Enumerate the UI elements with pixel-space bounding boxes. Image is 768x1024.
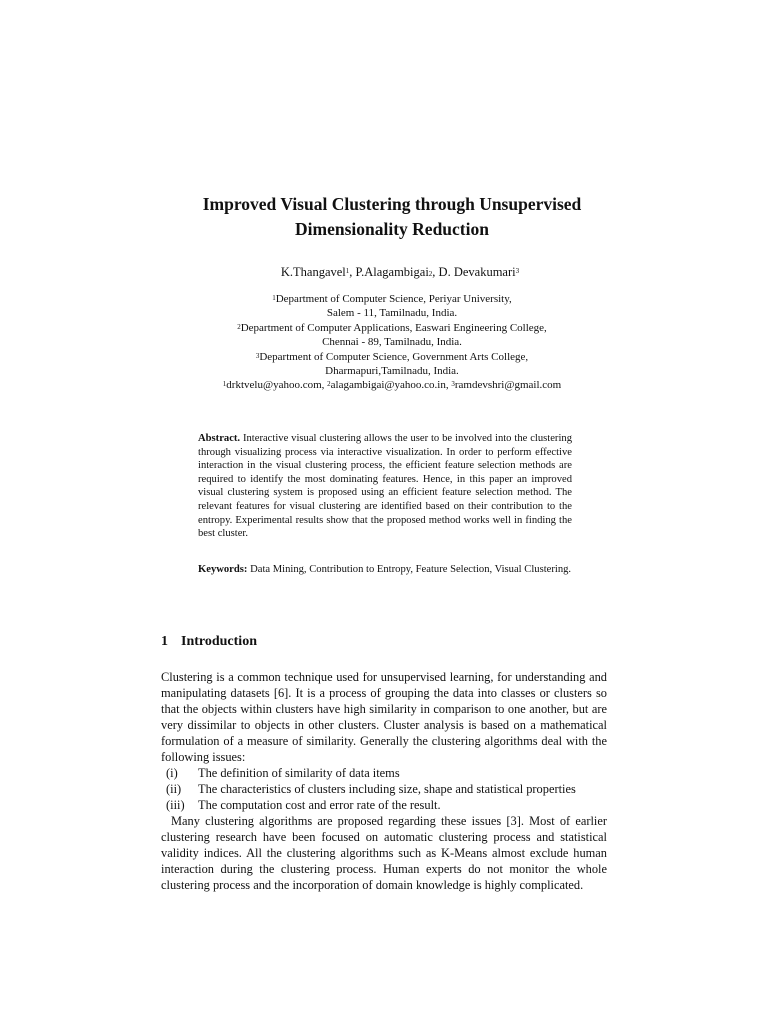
email-mark: 3 bbox=[451, 380, 455, 389]
keywords-text: Data Mining, Contribution to Entropy, Feature Selection, Visual Clustering. bbox=[250, 564, 572, 575]
section-body bbox=[161, 669, 607, 893]
email-address: alagambigai@yahoo.co.in, bbox=[330, 379, 449, 392]
affiliation-line: Chennai - 89, Tamilnadu, India. bbox=[322, 336, 462, 349]
list-label: (ii) bbox=[166, 782, 182, 796]
keywords bbox=[198, 563, 572, 577]
paragraph: Many clustering algorithms are proposed regarding these issues [3]. Most of earlier clustering research have been focused on automatic clustering process and statistical validity indices. All the clustering algorithms such as K-Means almost exclude human interaction during the clustering process. Human experts do not monitor the whole clustering process and the incorporation of domain knowledge is highly complicated. bbox=[161, 814, 607, 892]
paragraph: Clustering is a common technique used for unsupervised learning, for understanding and manipulating datasets [6]. It is a process of grouping the data into classes or clusters so that the objects within clusters have high similarity in comparison to one another, but are very dissimilar to objects in other clusters. Cluster analysis is based on a mathematical formulation of a measure of similarity. Generally the clustering algorithms deal with the following issues: bbox=[161, 670, 607, 764]
affiliation-line bbox=[0, 350, 768, 364]
affiliation-text: Department of Computer Science, Periyar University, bbox=[275, 293, 512, 305]
section-title: Introduction bbox=[181, 634, 257, 649]
affiliation-mark: 2 bbox=[237, 322, 241, 331]
email-line bbox=[0, 378, 768, 392]
author-mark: 3 bbox=[515, 267, 520, 275]
abstract-text: Interactive visual clustering allows the user to be involved into the clustering through visualizing process via interactive visualization. In order to perform effective interaction in the visual clustering process, the efficient feature selection methods are required to identify the most dominating features. Hence, in this paper an improved visual clustering system is proposed using an efficient feature selection method. The relevant features for visual clustering are identified based on their contribution to the entropy. Experimental results show that the proposed method works well in finding the best cluster. bbox=[198, 433, 572, 540]
affiliation-text: Department of Computer Applications, Easwari Engineering College, bbox=[240, 321, 547, 334]
list-text: The characteristics of clusters including size, shape and statistical properties bbox=[198, 782, 576, 796]
author-name: D. Devakumari bbox=[438, 265, 516, 279]
abstract-label: Abstract. bbox=[198, 433, 241, 444]
section-heading bbox=[161, 633, 257, 651]
email-mark: 1 bbox=[222, 380, 227, 389]
author-name: K.Thangavel bbox=[280, 265, 346, 279]
email-address: drktvelu@yahoo.com, bbox=[226, 379, 325, 392]
email-address: ramdevshri@gmail.com bbox=[454, 379, 562, 392]
list-item bbox=[161, 781, 607, 797]
title-line-2: Dimensionality Reduction bbox=[295, 219, 489, 239]
affiliation-line bbox=[0, 321, 768, 335]
affiliation-mark: 1 bbox=[272, 294, 276, 302]
list-text: The definition of similarity of data items bbox=[198, 766, 400, 780]
abstract bbox=[198, 432, 572, 541]
section-number: 1 bbox=[161, 634, 168, 649]
keywords-label: Keywords: bbox=[198, 564, 248, 575]
author-mark: 1 bbox=[345, 267, 350, 275]
affiliation-text: Department of Computer Science, Government Arts College, bbox=[259, 350, 529, 363]
paper-title bbox=[0, 192, 768, 242]
affiliation-line: Dharmapuri,Tamilnadu, India. bbox=[325, 365, 459, 378]
issue-list bbox=[161, 765, 607, 813]
list-item bbox=[161, 797, 607, 813]
author-mark: 2 bbox=[428, 270, 433, 278]
affiliation-line: Salem - 11, Tamilnadu, India. bbox=[326, 307, 458, 320]
affiliation-line bbox=[0, 292, 768, 306]
author-list: K.Thangavel$^1$, P.Alagambigai2, D. Devakumari$^3$ bbox=[280, 265, 520, 279]
title-line-1: Improved Visual Clustering through Unsupervised bbox=[202, 194, 582, 214]
list-label: (iii) bbox=[166, 798, 185, 812]
list-text: The computation cost and error rate of the result. bbox=[198, 798, 441, 812]
email-mark: 2 bbox=[327, 380, 331, 389]
list-label: (i) bbox=[166, 766, 178, 780]
affiliation-mark: 3 bbox=[255, 351, 260, 360]
author-name: P.Alagambigai bbox=[355, 265, 429, 279]
list-item bbox=[161, 765, 607, 781]
affiliations bbox=[0, 292, 768, 393]
